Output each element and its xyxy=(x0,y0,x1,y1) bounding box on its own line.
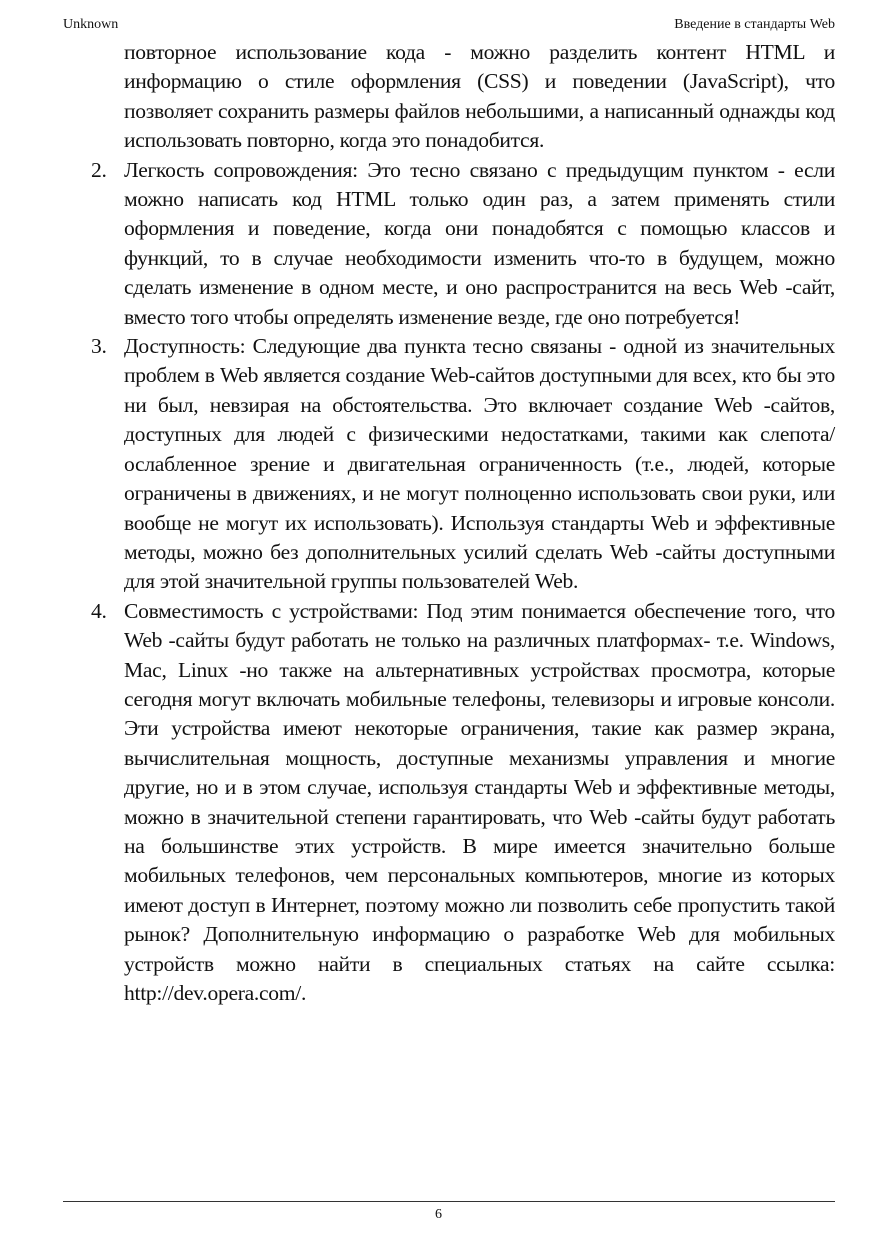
list-item-text: Легкость сопровождения: Это тесно связано с предыдущим пунктом - если можно написать код HTML только один раз, а затем применять стили оформления и поведение, когда они понадобятся с помощью классов и функций, то в случае необходимости изменить что-то в будущем, можно сделать изменение в одном месте, и оно распространится на весь Web -сайт, вместо того чтобы определять изменение везде, где оно потребуется! xyxy=(124,157,835,329)
header-author: Unknown xyxy=(63,17,119,32)
list-item-text: Совместимость с устройствами: Под этим понимается обеспечение того, что Web -сайты будут работать не только на различных платформах- т.е. Windows, Mac, Linux -но также на альтернативных устройствах просмотра, которые сегодня могут включать мобильные телефоны, телевизоры и игровые консоли. Эти устройства имеют некоторые ограничения, такие как размер экрана, вычислительная мощность, доступные механизмы управления и многие другие, но и в этом случае, используя стандарты Web и эффективные методы, можно в значительной степени гарантировать, что Web -сайты будут работать на большинстве этих устройств. В мире имеется значительно больше мобильных телефонов, чем персональных компьютеров, многие из которых имеют доступ в Интернет, поэтому можно ли позволить себе пропустить такой рынок? Дополнительную информацию о разработке Web для мобильных устройств можно найти в специальных статьях на сайте ссылка: http://dev.opera.com/. xyxy=(124,598,835,1005)
continued-paragraph: повторное использование кода - можно разделить контент HTML и информацию о стиле оформления (CSS) и поведении (JavaScript), что позволяет сохранить размеры файлов небольшими, а написанный однажды код использовать повторно, когда это понадобится. xyxy=(124,40,835,153)
numbered-list xyxy=(63,156,835,1009)
list-item-text: Доступность: Следующие два пункта тесно связаны - одной из значительных проблем в Web является создание Web-сайтов доступными для всех, кто бы это ни был, невзирая на обстоятельства. Это включает создание Web -сайтов, доступных для людей с физическими недостатками, такими как слепота/ ослабленное зрение и двигательная ограниченность (т.е., людей, которые ограничены в движениях, и не могут полноценно использовать свои руки, или вообще не могут их использовать). Используя стандарты Web и эффективные методы, можно без дополнительных усилий сделать Web -сайты доступными для этой значительной группы пользователей Web. xyxy=(124,334,835,594)
footer-divider xyxy=(63,1201,835,1202)
list-item-number: 4. xyxy=(91,598,107,623)
list-item-accessibility xyxy=(63,332,835,597)
list-item-device-compatibility xyxy=(63,597,835,1009)
page-number: 6 xyxy=(435,1207,442,1222)
header-title: Введение в стандарты Web xyxy=(674,17,835,32)
list-item-number: 3. xyxy=(91,334,107,359)
page-header xyxy=(63,16,835,34)
document-body xyxy=(63,38,835,1008)
list-item-maintainability xyxy=(63,156,835,332)
list-item-number: 2. xyxy=(91,157,107,182)
